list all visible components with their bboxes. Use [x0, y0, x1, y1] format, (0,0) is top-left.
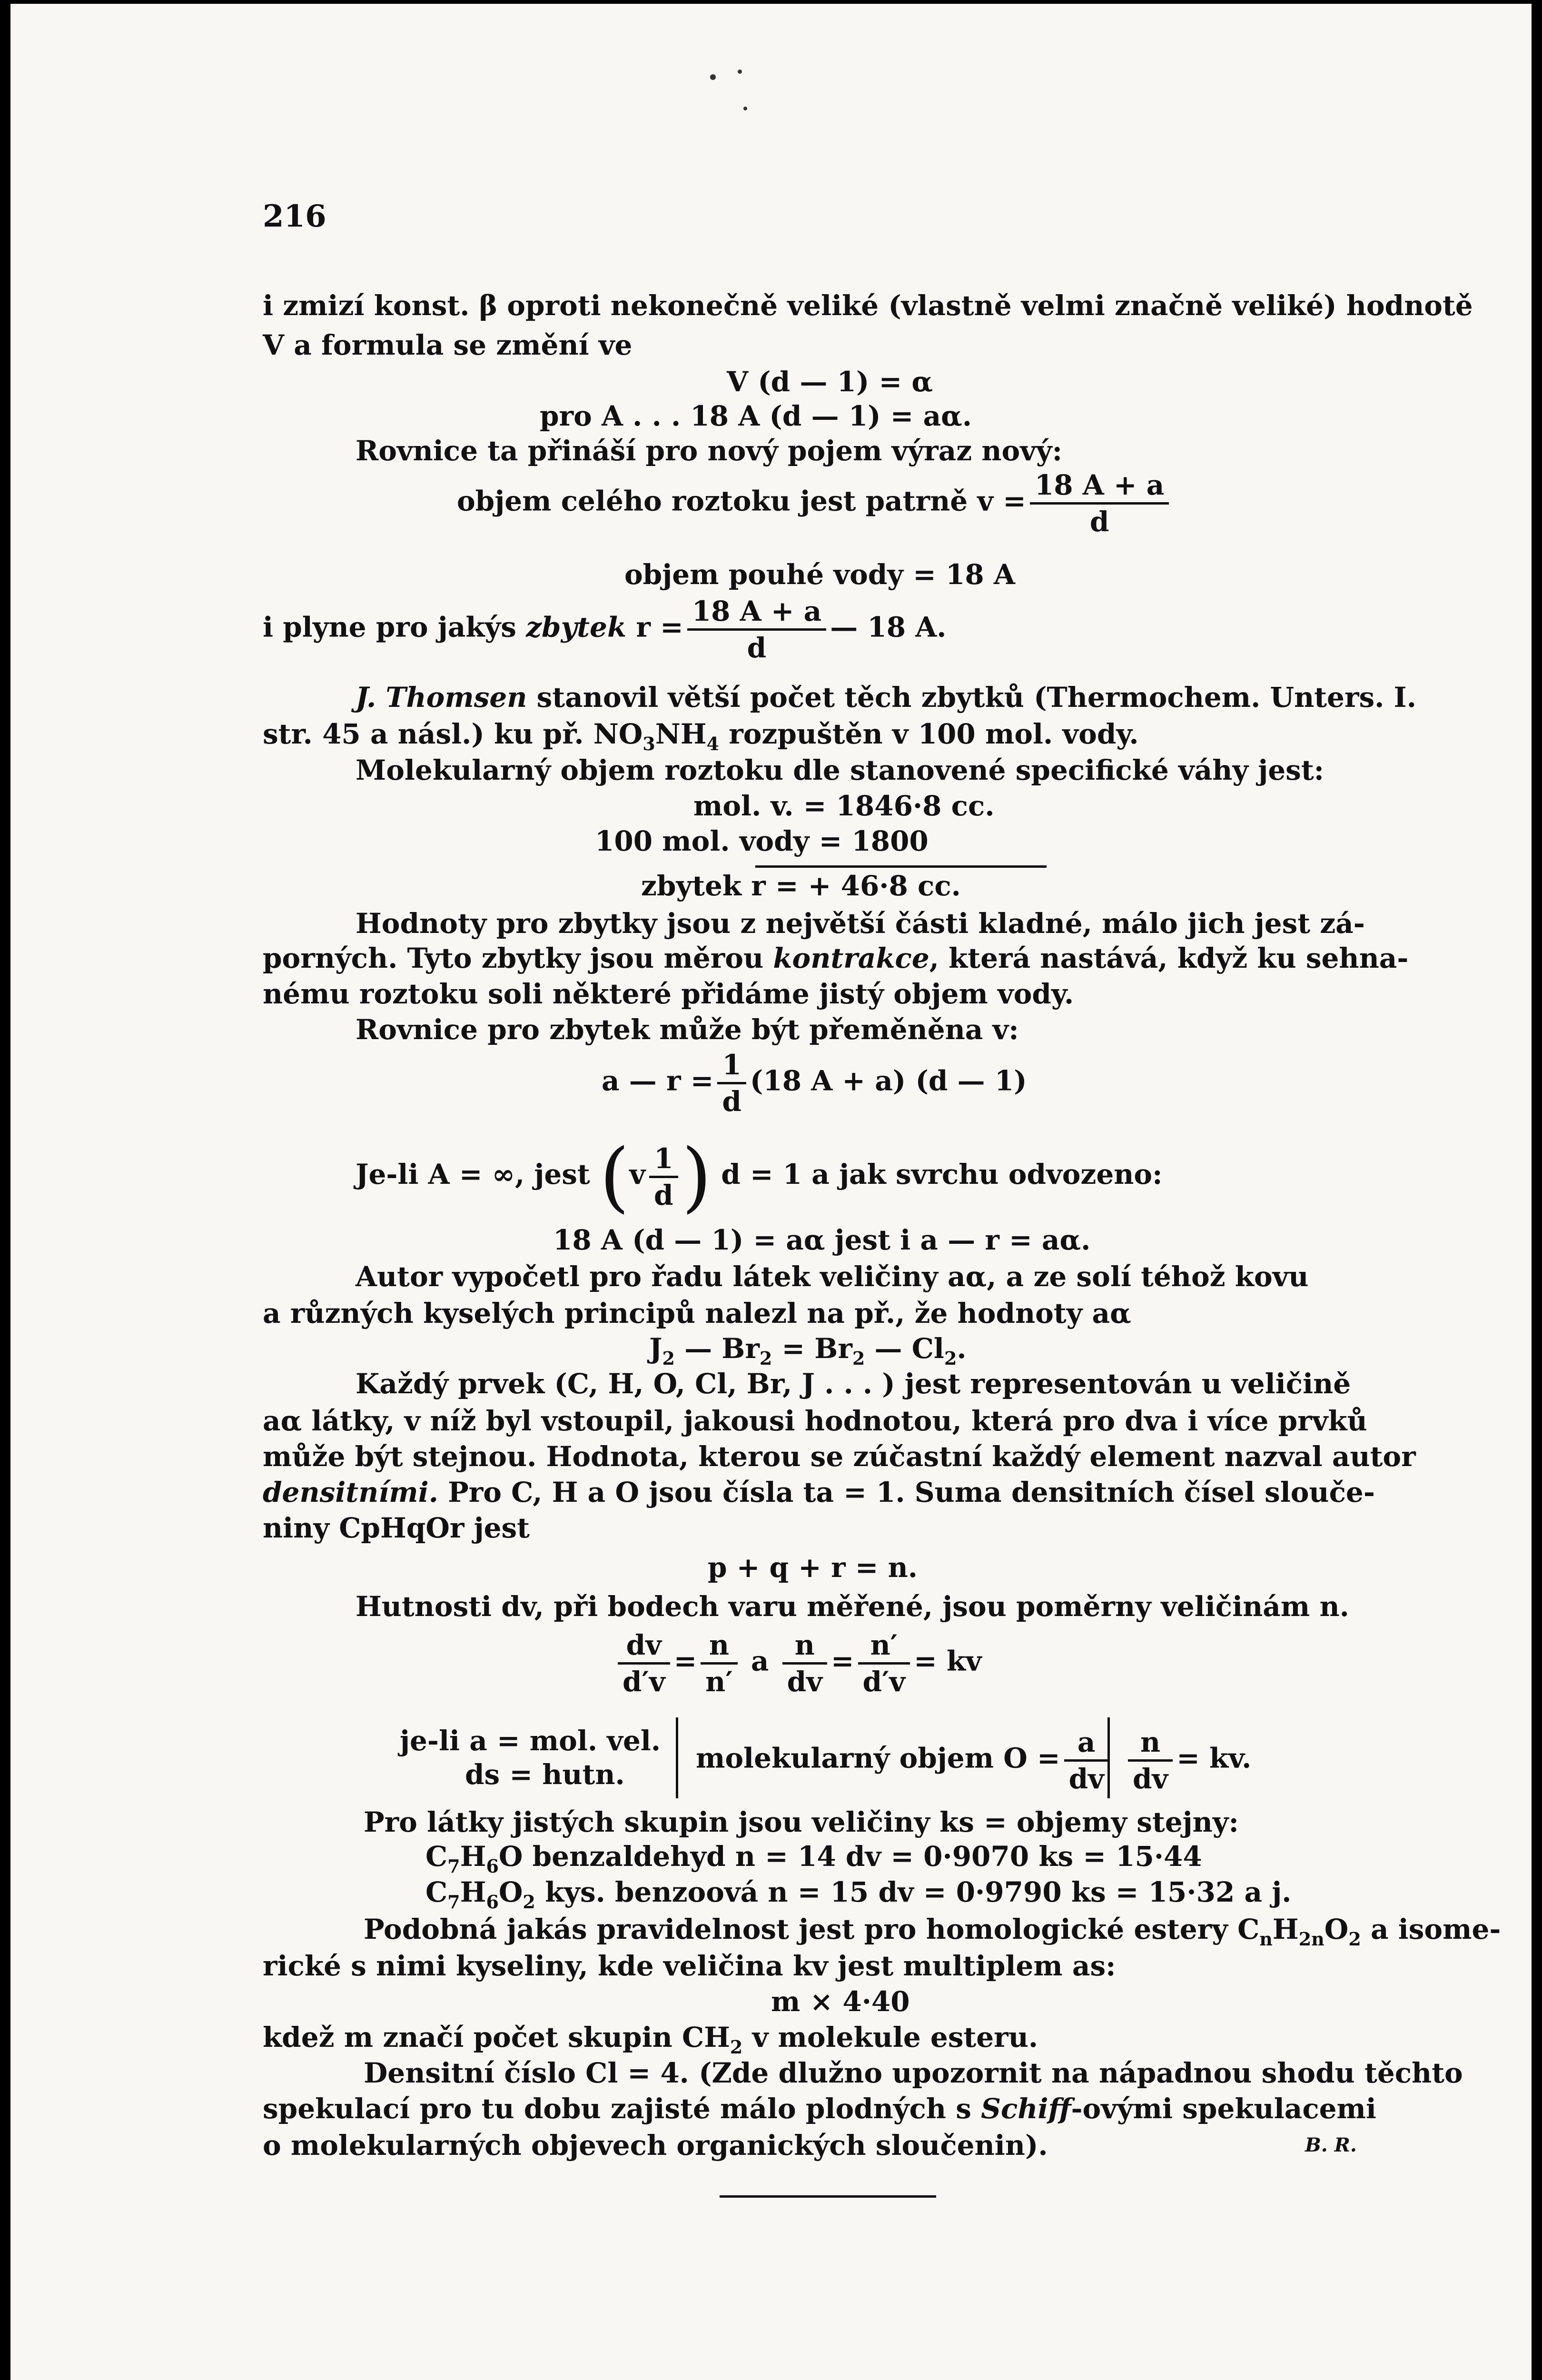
fraction-numerator: a: [1064, 1725, 1109, 1762]
formula-line: [696, 1725, 1113, 1796]
subscript: 2n: [1298, 1928, 1325, 1950]
formula-line: [457, 468, 1173, 539]
text: r =: [636, 611, 683, 644]
document-page: [10, 4, 1532, 2380]
scan-speck: [743, 107, 747, 110]
text: rozpuštěn v 100 mol. vody.: [719, 718, 1139, 750]
text-line: niny CpHqOr jest: [263, 1512, 530, 1544]
fraction-denominator: d′v: [862, 1666, 906, 1698]
formula-line: 100 mol. vody = 1800: [595, 825, 929, 857]
fraction-numerator: n′: [858, 1628, 910, 1665]
text: J: [649, 1332, 662, 1365]
subscript: 2: [944, 1348, 957, 1369]
text-line: a různých kyselých principů nalezl na př., že hodnoty aα: [263, 1297, 1131, 1329]
fraction-numerator: dv: [618, 1628, 670, 1665]
text: Je-li A = ∞, jest: [356, 1158, 590, 1190]
text-line: Pro látky jistých skupin jsou veličiny ks = objemy stejny:: [364, 1806, 1239, 1838]
subscript: 2: [852, 1348, 865, 1369]
fraction: [1030, 468, 1169, 539]
fraction-denominator: dv: [787, 1666, 822, 1698]
subscript: 6: [486, 1891, 499, 1913]
subscript: 2: [662, 1348, 675, 1369]
scan-speck: [710, 74, 716, 80]
text: O: [498, 1876, 523, 1908]
divider-bar: [1107, 1717, 1110, 1798]
fraction: [687, 594, 826, 665]
italic-term: zbytek: [526, 611, 627, 644]
text-line: rické s nimi kyseliny, kde veličina kv jest multiplem as:: [263, 1950, 1116, 1982]
subscript: 2: [523, 1891, 535, 1913]
italic-term: kontrakce: [773, 942, 929, 974]
sum-rule: [755, 865, 1047, 868]
text: a — r =: [602, 1064, 714, 1097]
fraction-denominator: n′: [705, 1666, 733, 1698]
text: H: [460, 1876, 486, 1908]
text-line: Rovnice pro zbytek může být přeměněna v:: [356, 1013, 1019, 1046]
formula-line: pro A . . . 18 A (d — 1) = aα.: [540, 400, 972, 432]
text-line: Rovnice ta přináší pro nový pojem výraz nový:: [356, 435, 1063, 467]
fraction: [717, 1048, 746, 1119]
fraction: [649, 1141, 678, 1212]
fraction-denominator: d: [722, 1085, 741, 1118]
text: H: [460, 1840, 486, 1873]
text: .: [957, 1332, 967, 1365]
text: i plyne pro jakýs: [263, 611, 516, 644]
condition-line: je-li a = mol. vel.: [400, 1725, 661, 1757]
text: O benzaldehyd n = 14 dv = 0·9070 ks = 15·44: [498, 1840, 1202, 1873]
text: H: [1272, 1913, 1299, 1945]
text-line: o molekularných objevech organických sloučenin).: [263, 2129, 1048, 2162]
fraction-numerator: 18 A + a: [687, 594, 826, 631]
fraction-denominator: d: [654, 1179, 673, 1211]
text: (18 A + a) (d — 1): [750, 1064, 1027, 1097]
text-line: Autor vypočetl pro řadu látek veličiny aα, a ze solí téhož kovu: [356, 1260, 1309, 1293]
subscript: 7: [447, 1855, 460, 1877]
formula-line: [425, 1839, 1202, 1877]
text: molekularný objem O =: [696, 1742, 1060, 1775]
text: -ovými spekulacemi: [1071, 2092, 1376, 2125]
formula-line: [1124, 1725, 1251, 1796]
text: , která nastává, když ku sehna-: [929, 942, 1409, 974]
text-line: [263, 2091, 1376, 2126]
text-line: [263, 1475, 1375, 1510]
text-line: nému roztoku soli některé přidáme jistý objem vody.: [263, 978, 1074, 1010]
subscript: n: [1259, 1928, 1273, 1950]
formula-line: m × 4·40: [771, 1985, 910, 2018]
text: = kv.: [1176, 1742, 1252, 1775]
text-line: Densitní číslo Cl = 4. (Zde dlužno upozornit na nápadnou shodu těchto: [364, 2057, 1463, 2089]
text: = kv: [914, 1645, 982, 1677]
text: NH: [655, 718, 707, 750]
text: Pro C, H a O jsou čísla ta = 1. Suma densitních čísel slouče-: [438, 1476, 1375, 1508]
text-line: aα látky, v níž byl vstoupil, jakousi hodnotou, která pro dva i více prvků: [263, 1405, 1367, 1437]
formula-line: [263, 594, 947, 665]
fraction-numerator: 1: [717, 1048, 746, 1084]
author-name: Schiff: [981, 2092, 1071, 2125]
left-paren: (: [599, 1132, 630, 1221]
fraction-numerator: n: [1128, 1725, 1173, 1762]
formula-line: objem pouhé vody = 18 A: [624, 558, 1015, 591]
text: stanovil větší počet těch zbytků (Thermochem. Unters. I.: [536, 681, 1416, 714]
text: kdež m značí počet skupin CH: [263, 2021, 730, 2053]
fraction: [701, 1628, 737, 1699]
text: str. 45 a násl.) ku př. NO: [263, 718, 643, 750]
text: v molekule esteru.: [742, 2021, 1038, 2053]
formula-line: p + q + r = n.: [708, 1551, 918, 1584]
formula-text: objem celého roztoku jest patrně v =: [457, 485, 1026, 517]
text-line: [263, 2020, 1038, 2058]
text: Podobná jakás pravidelnost jest pro homologické estery C: [364, 1913, 1260, 1945]
scan-speck: [738, 69, 742, 74]
fraction-numerator: 1: [649, 1141, 678, 1178]
text: C: [425, 1876, 448, 1908]
subscript: 7: [447, 1891, 460, 1913]
text-line: [263, 941, 1408, 976]
formula-line: zbytek r = + 46·8 cc.: [641, 870, 961, 902]
text-line: Molekularný objem roztoku dle stanovené specifické váhy jest:: [356, 754, 1325, 786]
fraction-denominator: d′v: [623, 1666, 665, 1698]
fraction: [1064, 1725, 1109, 1796]
formula-line: [425, 1874, 1292, 1913]
text: spekulací pro tu dobu zajisté málo plodných s: [263, 2092, 971, 2125]
subscript: 4: [706, 733, 719, 754]
text: — Br: [674, 1332, 760, 1365]
end-rule: [720, 2195, 936, 2198]
text: kys. benzoová n = 15 dv = 0·9790 ks = 15·32 a j.: [535, 1876, 1292, 1908]
fraction-numerator: n: [782, 1628, 827, 1665]
fraction-numerator: n: [701, 1628, 737, 1665]
formula-line: [649, 1331, 967, 1369]
right-paren: ): [682, 1132, 712, 1221]
fraction-denominator: dv: [1133, 1763, 1168, 1795]
text: d = 1 a jak svrchu odvozeno:: [721, 1158, 1163, 1190]
subscript: 6: [486, 1855, 499, 1877]
condition-line: ds = hutn.: [465, 1758, 625, 1791]
text: porných. Tyto zbytky jsou měrou: [263, 942, 764, 974]
text-line: Každý prvek (C, H, O, Cl, Br, J . . . ) jest representován u veličině: [356, 1368, 1351, 1400]
fraction: [782, 1628, 827, 1699]
fraction-numerator: 18 A + a: [1030, 468, 1169, 505]
author-name: J. Thomsen: [356, 681, 527, 714]
subscript: 2: [1348, 1928, 1361, 1950]
fraction-denominator: d: [1089, 506, 1109, 538]
signature: B. R.: [1305, 2134, 1357, 2156]
text: =: [830, 1645, 854, 1677]
formula-line: [614, 1628, 982, 1699]
text: — Cl: [865, 1332, 944, 1365]
text-line: i zmizí konst. β oproti nekonečně veliké (vlastně velmi značně veliké) hodnotě: [263, 289, 1473, 322]
formula-line: mol. v. = 1846·8 cc.: [693, 790, 995, 822]
text: =: [673, 1645, 697, 1677]
text: v: [629, 1158, 646, 1190]
fraction: [858, 1628, 910, 1699]
formula-line: 18 A (d — 1) = aα jest i a — r = aα.: [553, 1224, 1091, 1256]
fraction-denominator: dv: [1068, 1763, 1104, 1795]
text: O: [1324, 1913, 1349, 1945]
text-line: [263, 716, 1139, 752]
fraction: [1128, 1725, 1173, 1796]
formula-line: [356, 1132, 1163, 1221]
formula-line: [602, 1048, 1027, 1119]
text-line: může být stejnou. Hodnota, kterou se zúčastní každý element nazval autor: [263, 1440, 1416, 1473]
subscript: 2: [759, 1348, 772, 1369]
fraction: [618, 1628, 670, 1699]
italic-term: densitními.: [263, 1476, 438, 1508]
text: a: [751, 1645, 769, 1677]
divider-bar: [676, 1717, 678, 1798]
text-line: Hutnosti dv, při bodech varu měřené, jsou poměrny veličinám n.: [356, 1590, 1349, 1623]
text-line: [356, 680, 1416, 715]
text-line: [364, 1912, 1501, 1950]
subscript: 2: [730, 2036, 743, 2058]
formula-line: V (d — 1) = α: [727, 366, 933, 398]
text-line: Hodnoty pro zbytky jsou z největší části kladné, málo jich jest zá-: [356, 907, 1365, 940]
text: a isome-: [1361, 1913, 1501, 1945]
text: = Br: [772, 1332, 852, 1365]
subscript: 3: [642, 733, 655, 754]
text: — 18 A.: [830, 611, 947, 644]
page-number: 216: [263, 198, 326, 234]
text: C: [425, 1840, 448, 1873]
fraction-denominator: d: [747, 632, 767, 664]
text-line: V a formula se změní ve: [263, 329, 633, 361]
